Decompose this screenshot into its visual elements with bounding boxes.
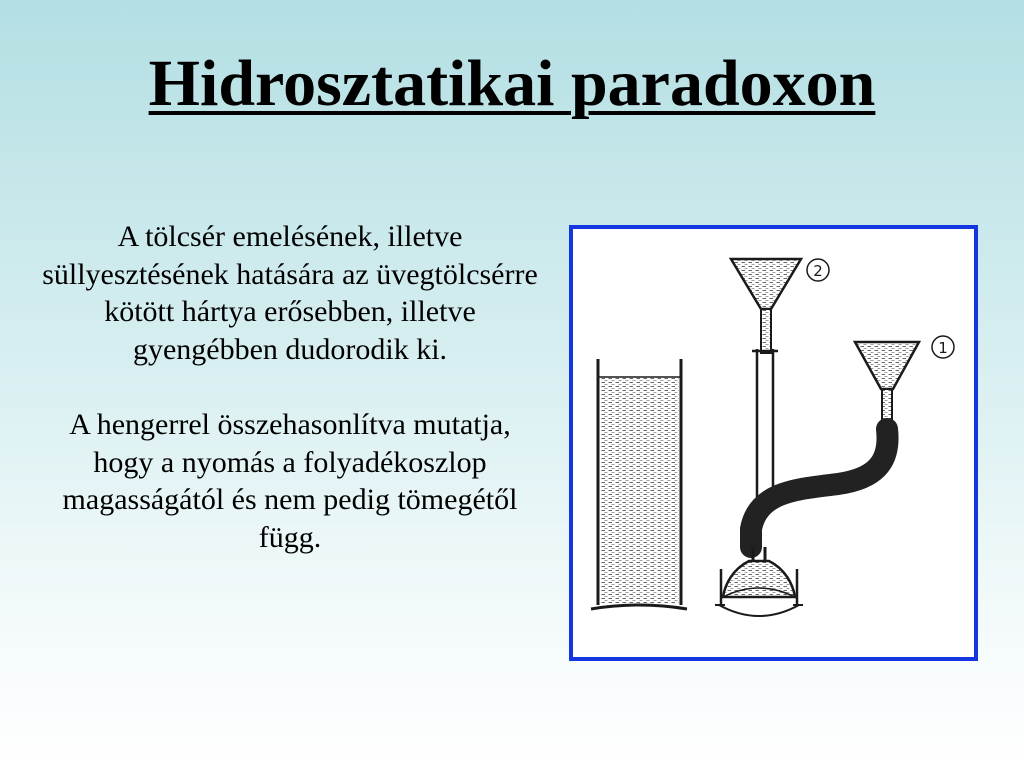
hydrostatic-apparatus-illustration: [573, 229, 974, 657]
cylinder: [591, 359, 687, 609]
slide-title: Hidrosztatikai paradoxon: [148, 47, 876, 120]
text-column: [40, 218, 540, 556]
paragraph-1: A tölcsér emelésének, illetve süllyesztésének hatására az üvegtölcsérre kötött hártya erősebben, illetve gyengébben dudorodik ki.: [42, 220, 538, 366]
funnel-1: [855, 336, 954, 429]
membrane-funnel: [715, 547, 803, 616]
paragraph-2: A hengerrel összehasonlítva mutatja, hogy a nyomás a folyadékoszlop magasságától és nem pedig tömegétől függ.: [62, 408, 518, 554]
figure-frame: [569, 225, 978, 661]
funnel-2-label: 2: [813, 262, 823, 280]
funnel-1-label: 1: [938, 339, 948, 357]
rubber-hose: [751, 429, 888, 547]
